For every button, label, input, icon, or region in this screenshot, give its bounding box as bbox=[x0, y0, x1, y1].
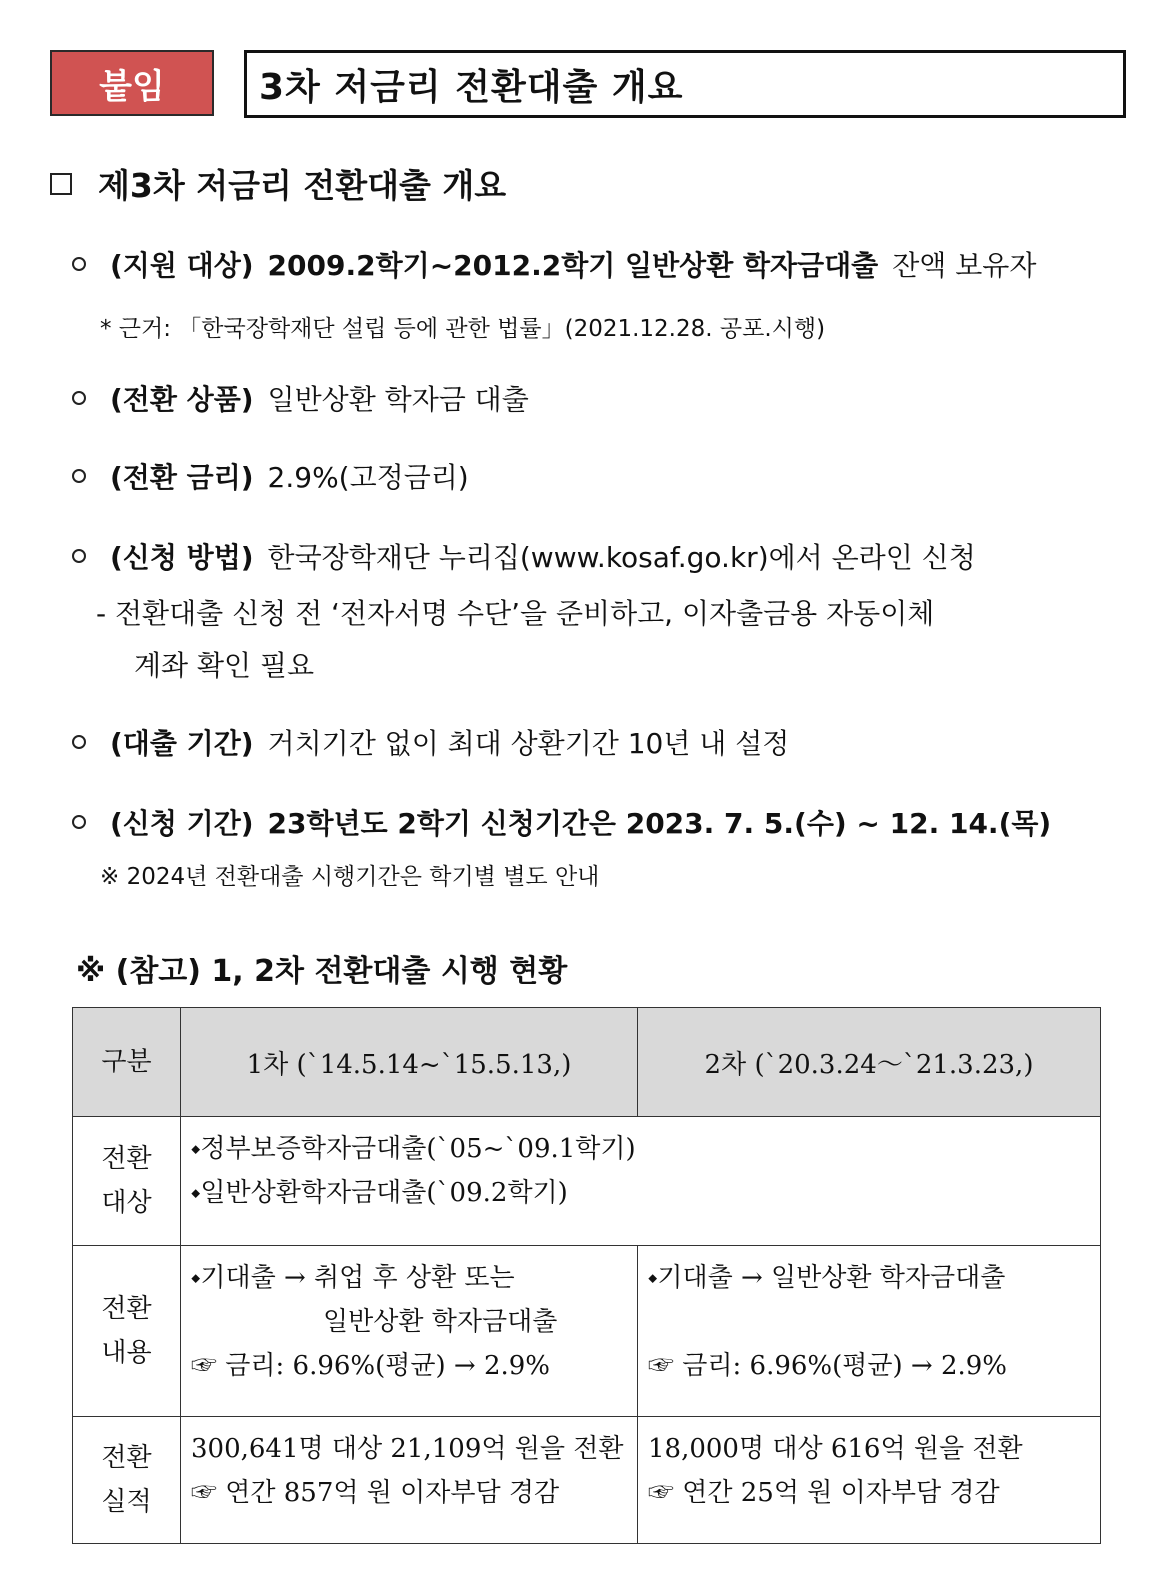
row-target-label bbox=[73, 1117, 181, 1246]
document-title: 3차 저금리 전환대출 개요 bbox=[259, 66, 684, 108]
row-content-col1-line-3: ☞ 금리: 6.96%(평균) → 2.9% bbox=[191, 1351, 551, 1381]
item-target-note: * 근거: 「한국장학재단 설립 등에 관한 법률」(2021.12.28. 공포.시행) bbox=[100, 316, 826, 342]
row-content-col-1 bbox=[181, 1246, 638, 1417]
row-content-label-2: 내용 bbox=[101, 1338, 152, 1368]
row-content-col1-line-2: 일반상환 학자금대출 bbox=[323, 1307, 558, 1337]
row-content-col2-line-3: ☞ 금리: 6.96%(평균) → 2.9% bbox=[648, 1351, 1008, 1381]
reference-table bbox=[72, 1007, 1101, 1544]
header-label: 구분 bbox=[73, 1008, 181, 1117]
row-target-label-1: 전환 bbox=[101, 1144, 152, 1174]
item-product-label: (전환 상품) bbox=[110, 383, 254, 416]
item-product bbox=[72, 378, 529, 418]
row-content-label bbox=[73, 1246, 181, 1417]
attachment-badge bbox=[50, 50, 214, 116]
row-content-col-2 bbox=[638, 1246, 1101, 1417]
section-heading bbox=[50, 160, 506, 207]
table-row bbox=[73, 1417, 1101, 1544]
item-target-bold: 2009.2학기~2012.2학기 일반상환 학자금대출 bbox=[267, 249, 879, 282]
item-term-value: 거치기간 없이 최대 상환기간 10년 내 설정 bbox=[267, 727, 790, 760]
item-method-value: 한국장학재단 누리집(www.kosaf.go.kr)에서 온라인 신청 bbox=[267, 541, 976, 574]
checkbox-icon bbox=[50, 173, 72, 195]
reference-title: ※ (참고) 1, 2차 전환대출 시행 현황 bbox=[76, 954, 568, 989]
row-result-label bbox=[73, 1417, 181, 1544]
circle-bullet-icon bbox=[72, 815, 86, 829]
row-content-col1-line-1: ⬩기대출 → 취업 후 상환 또는 bbox=[191, 1263, 515, 1293]
row-result-col-2 bbox=[638, 1417, 1101, 1544]
item-target bbox=[72, 244, 1036, 284]
row-result-col1-line-2: ☞ 연간 857억 원 이자부담 경감 bbox=[191, 1478, 560, 1508]
row-result-label-2: 실적 bbox=[101, 1487, 152, 1517]
document-title-box bbox=[244, 50, 1126, 118]
item-rate-value: 2.9%(고정금리) bbox=[267, 461, 469, 494]
circle-bullet-icon bbox=[72, 257, 86, 271]
item-rate bbox=[72, 456, 469, 496]
item-period-note: ※ 2024년 전환대출 시행기간은 학기별 별도 안내 bbox=[100, 864, 600, 890]
item-method-label: (신청 방법) bbox=[110, 541, 254, 574]
item-method-sub-1: - 전환대출 신청 전 ‘전자서명 수단’을 준비하고, 이자출금용 자동이체 bbox=[96, 597, 935, 630]
row-result-col2-line-2: ☞ 연간 25억 원 이자부담 경감 bbox=[648, 1478, 1000, 1508]
item-term bbox=[72, 722, 789, 762]
item-period-label: (신청 기간) bbox=[110, 807, 254, 840]
section-title: 제3차 저금리 전환대출 개요 bbox=[98, 166, 507, 205]
table-row bbox=[73, 1246, 1101, 1417]
row-result-col1-line-1: 300,641명 대상 21,109억 원을 전환 bbox=[191, 1434, 624, 1464]
header-col-2: 2차 (`20.3.24～`21.3.23,) bbox=[638, 1008, 1101, 1117]
circle-bullet-icon bbox=[72, 735, 86, 749]
row-content-col2-line-1: ⬩기대출 → 일반상환 학자금대출 bbox=[648, 1263, 1006, 1293]
item-product-value: 일반상환 학자금 대출 bbox=[267, 383, 529, 416]
circle-bullet-icon bbox=[72, 391, 86, 405]
row-target-line-1: ⬩정부보증학자금대출(`05~`09.1학기) bbox=[191, 1134, 636, 1164]
table-row bbox=[73, 1117, 1101, 1246]
row-content-label-1: 전환 bbox=[101, 1294, 152, 1324]
row-result-col2-line-1: 18,000명 대상 616억 원을 전환 bbox=[648, 1434, 1023, 1464]
row-result-label-1: 전환 bbox=[101, 1443, 152, 1473]
attachment-badge-label: 붙임 bbox=[99, 66, 165, 107]
row-target-content bbox=[181, 1117, 1101, 1246]
circle-bullet-icon bbox=[72, 549, 86, 563]
row-target-label-2: 대상 bbox=[101, 1188, 152, 1218]
item-term-label: (대출 기간) bbox=[110, 727, 254, 760]
item-rate-label: (전환 금리) bbox=[110, 461, 254, 494]
item-target-rest: 잔액 보유자 bbox=[892, 249, 1037, 282]
item-target-label: (지원 대상) bbox=[110, 249, 254, 282]
row-result-col-1 bbox=[181, 1417, 638, 1544]
item-method-sub-2: 계좌 확인 필요 bbox=[134, 649, 315, 682]
item-period-value: 23학년도 2학기 신청기간은 2023. 7. 5.(수) ~ 12. 14.(목) bbox=[267, 807, 1052, 840]
circle-bullet-icon bbox=[72, 469, 86, 483]
table-header-row bbox=[73, 1008, 1101, 1117]
row-target-line-2: ⬩일반상환학자금대출(`09.2학기) bbox=[191, 1178, 568, 1208]
item-period bbox=[72, 802, 1051, 842]
header-col-1: 1차 (`14.5.14~`15.5.13,) bbox=[181, 1008, 638, 1117]
item-method bbox=[72, 536, 976, 576]
